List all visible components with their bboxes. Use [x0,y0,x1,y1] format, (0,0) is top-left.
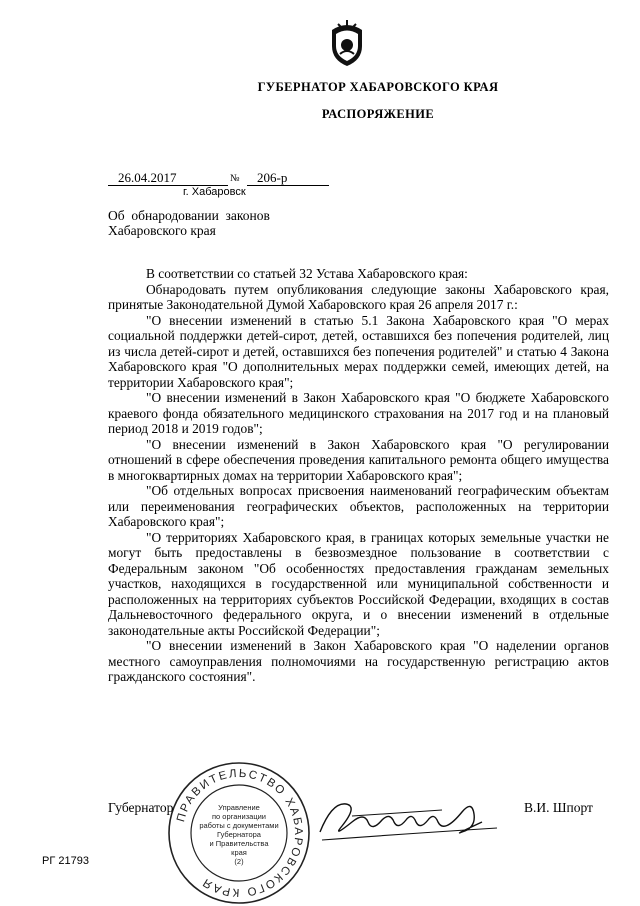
stamp-line-7: (2) [234,857,244,866]
document-number: 206-р [247,170,329,186]
body-paragraph-law-5: "О территориях Хабаровского края, в границах которых земельные участки не могут быть предоставлены в безвозмездное пользование в соответствии с Федеральным законом "Об особенностях предоставления гражданам земельных участков, находящихся в государственной или муниципальной собственности и расположенных на территориях субъектов Российской Федерации, входящих в состав Дальневосточного федерального округа, и о внесении изменений в отдельные законодательные акты Российской Федерации"; [108,529,609,638]
body-paragraph-law-1: "О внесении изменений в статью 5.1 Закона Хабаровского края "О мерах социальной поддержки детей-сирот, детей, оставшихся без попечения родителей, лиц из числа детей-сирот и детей, оставшихся без попечения родителей" и статью 4 Закона Хабаровского края "О дополнительных мерах поддержки семей, имеющих детей, на территории Хабаровского края"; [108,312,609,390]
official-stamp [166,760,312,906]
stamp-line-6: края [231,848,247,857]
signatory-name: В.И. Шпорт [524,800,593,815]
stamp-line-5: и Правительства [209,839,269,848]
stamp-line-3: работы с документами [199,821,279,830]
number-label: № [230,173,240,184]
body-paragraph-law-3: "О внесении изменений в Закон Хабаровского края "О регулировании отношений в сфере обеспечения проведения капитального ремонта общего имущества в многоквартирных домах на территории Хабаровского края"; [108,436,609,483]
city: г. Хабаровск [183,186,246,198]
stamp-line-4: Губернатора [217,830,261,839]
registration-code: РГ 21793 [42,855,89,867]
body-paragraph-basis: В соответствии со статьей 32 Устава Хабаровского края: [146,266,468,281]
signatory-title: Губернатор [108,800,174,815]
handwritten-signature [312,792,502,850]
coat-of-arms-icon [326,18,368,68]
stamp-line-1: Управление [218,803,260,812]
body-paragraph-decision: Обнародовать путем опубликования следующие законы Хабаровского края, принятые Законодательной Думой Хабаровского края 26 апреля 2017 г.: [108,281,609,312]
stamp-line-2: по организации [211,812,267,821]
stamp-ring-text: ПРАВИТЕЛЬСТВО ХАБАРОВСКОГО КРАЯ [175,767,305,899]
subject-line-1: Об обнародовании законов [108,208,270,223]
subject-line-2: Хабаровского края [108,223,216,238]
issuer-title: ГУБЕРНАТОР ХАБАРОВСКОГО КРАЯ [257,80,499,94]
document-type: РАСПОРЯЖЕНИЕ [321,107,435,121]
document-body [108,266,609,685]
body-paragraph-law-2: "О внесении изменений в Закон Хабаровского края "О бюджете Хабаровского краевого фонда обязательного медицинского страхования на 2017 год и на плановый период 2018 и 2019 годов"; [108,390,609,436]
body-paragraph-law-6: "О внесении изменений в Закон Хабаровского края "О наделении органов местного самоуправления полномочиями на государственную регистрацию актов гражданского состояния". [108,638,609,684]
document-date: 26.04.2017 [108,170,228,186]
body-paragraph-law-4: "Об отдельных вопросах присвоения наименований географическим объектам или переименования географических объектов, расположенных на территории Хабаровского края"; [108,483,609,529]
document-subject [108,208,270,238]
